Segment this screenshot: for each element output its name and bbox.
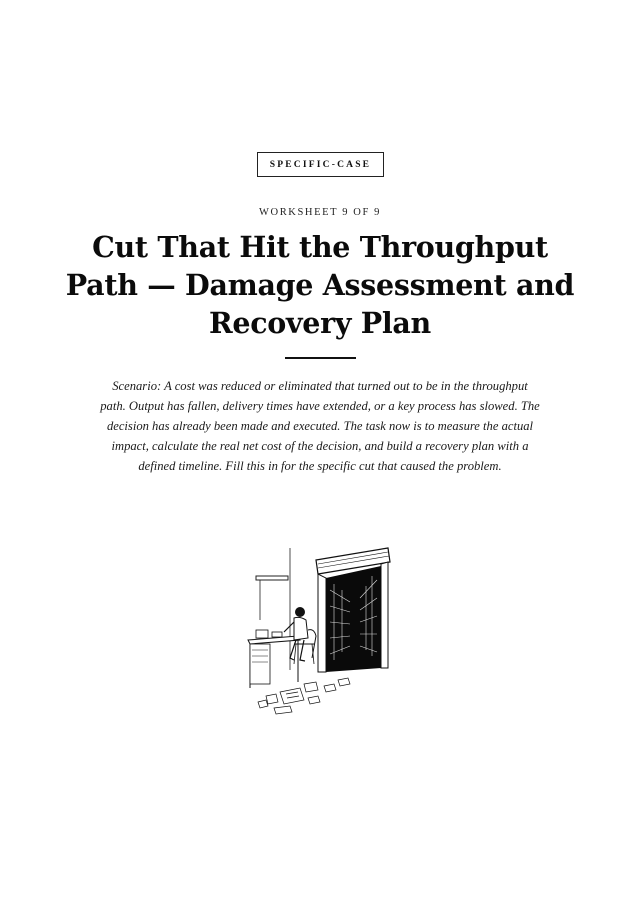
person-at-desk-with-dark-warehouse-doorway-icon	[238, 540, 408, 715]
page-title: Cut That Hit the Throughput Path — Damage Assessment and Recovery Plan	[65, 230, 575, 340]
worksheet-number: WORKSHEET 9 OF 9	[259, 207, 381, 218]
title-divider	[285, 357, 356, 359]
category-tag-label: SPECIFIC-CASE	[269, 159, 372, 170]
category-tag	[257, 152, 384, 177]
scenario-text: Scenario: A cost was reduced or eliminated that turned out to be in the throughput path. Output has fallen, delivery times have extended, or a key process has slowed. The decision has already been made and executed. The task now is to measure the actual impact, calculate the real net cost of the decision, and build a recovery plan with a defined timeline. Fill this in for the specific cut that caused the problem.	[100, 379, 540, 473]
